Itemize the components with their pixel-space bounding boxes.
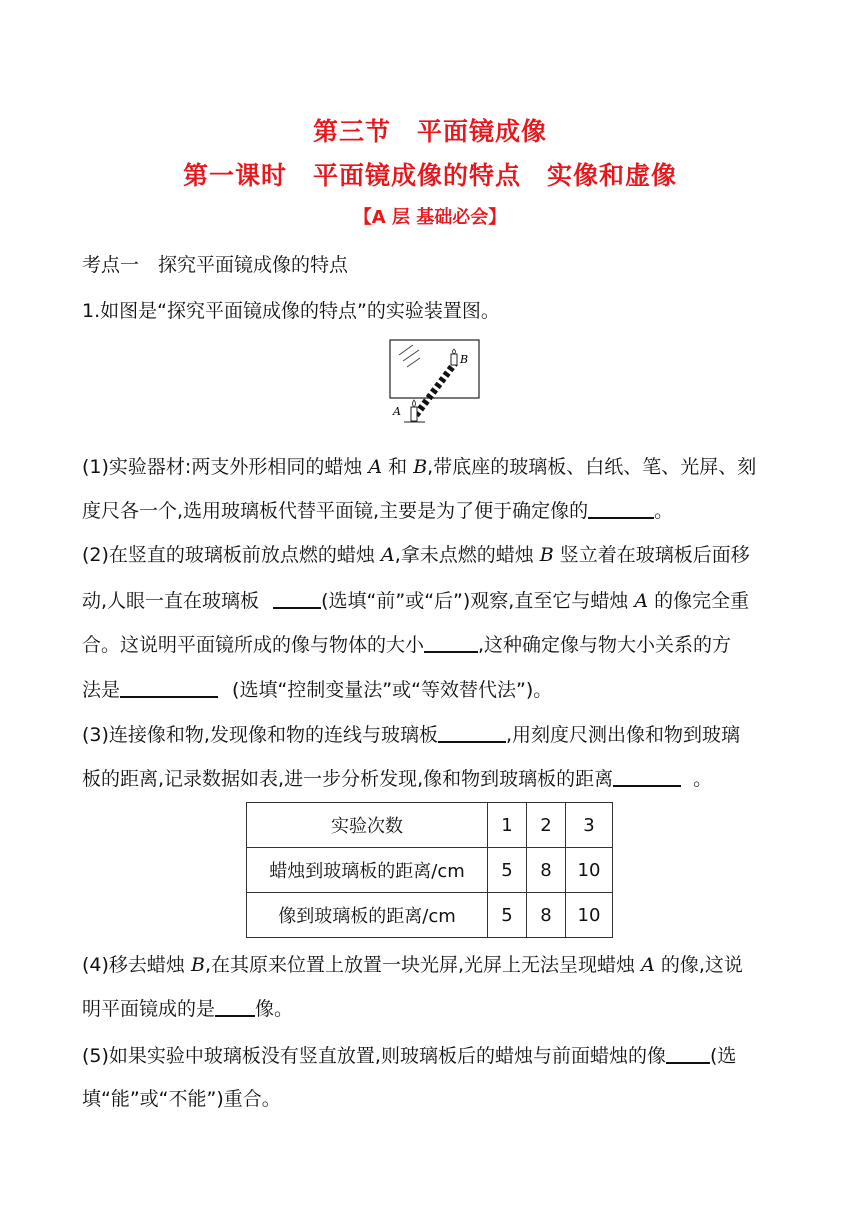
label-b: B — [460, 353, 469, 366]
answer-blank-4[interactable] — [120, 676, 218, 698]
part-4-line-2: 明平面镜成的是 像。 — [82, 995, 293, 1022]
level-label: 【A 层 基础必会】 — [353, 207, 507, 228]
answer-blank-5[interactable] — [438, 721, 506, 743]
answer-blank-2[interactable] — [273, 587, 321, 609]
part-1-line-2: 度尺各一个,选用玻璃板代替平面镜,主要是为了便于确定像的 。 — [82, 497, 673, 524]
answer-blank-6[interactable] — [613, 765, 681, 787]
part-5-line-2: 填“能”或“不能”)重合。 — [82, 1088, 281, 1110]
table-row: 实验次数 1 2 3 — [247, 803, 613, 848]
table-row: 蜡烛到玻璃板的距离/cm 5 8 10 — [247, 848, 613, 893]
part-5-line-1: (5)如果实验中玻璃板没有竖直放置,则玻璃板后的蜡烛与前面蜡烛的像 (选 — [82, 1042, 736, 1069]
lesson-subtitle: 第一课时 平面镜成像的特点 实像和虚像 — [182, 161, 677, 190]
experiment-figure — [387, 337, 483, 427]
part-3-line-2: 板的距离,记录数据如表,进一步分析发现,像和物到玻璃板的距离 。 — [82, 765, 712, 792]
part-3-line-1: (3)连接像和物,发现像和物的连线与玻璃板 ,用刻度尺测出像和物到玻璃 — [82, 721, 740, 748]
label-a: A — [393, 405, 401, 418]
question-stem: 1.如图是“探究平面镜成像的特点”的实验装置图。 — [82, 300, 500, 322]
topic-heading: 考点一 探究平面镜成像的特点 — [82, 254, 349, 276]
part-2-line-2: 动,人眼一直在玻璃板 (选填“前”或“后”)观察,直至它与蜡烛 A 的像完全重 — [82, 587, 749, 614]
answer-blank-3[interactable] — [424, 631, 478, 653]
part-2-line-1: (2)在竖直的玻璃板前放点燃的蜡烛 A,拿未点燃的蜡烛 B 竖立着在玻璃板后面移 — [82, 544, 750, 566]
part-4-line-1: (4)移去蜡烛 B,在其原来位置上放置一块光屏,光屏上无法呈现蜡烛 A 的像,这说 — [82, 954, 743, 976]
answer-blank-8[interactable] — [666, 1042, 710, 1064]
table-row: 像到玻璃板的距离/cm 5 8 10 — [247, 893, 613, 938]
data-table — [246, 802, 613, 938]
part-1-line-1: (1)实验器材:两支外形相同的蜡烛 A 和 B,带底座的玻璃板、白纸、笔、光屏、刻 — [82, 456, 757, 478]
part-2-line-3: 合。这说明平面镜所成的像与物体的大小 ,这种确定像与物大小关系的方 — [82, 631, 731, 658]
answer-blank-7[interactable] — [215, 995, 255, 1017]
part-2-line-4: 法是 (选填“控制变量法”或“等效替代法”)。 — [82, 676, 552, 703]
answer-blank-1[interactable] — [588, 497, 654, 519]
section-title: 第三节 平面镜成像 — [312, 117, 547, 146]
